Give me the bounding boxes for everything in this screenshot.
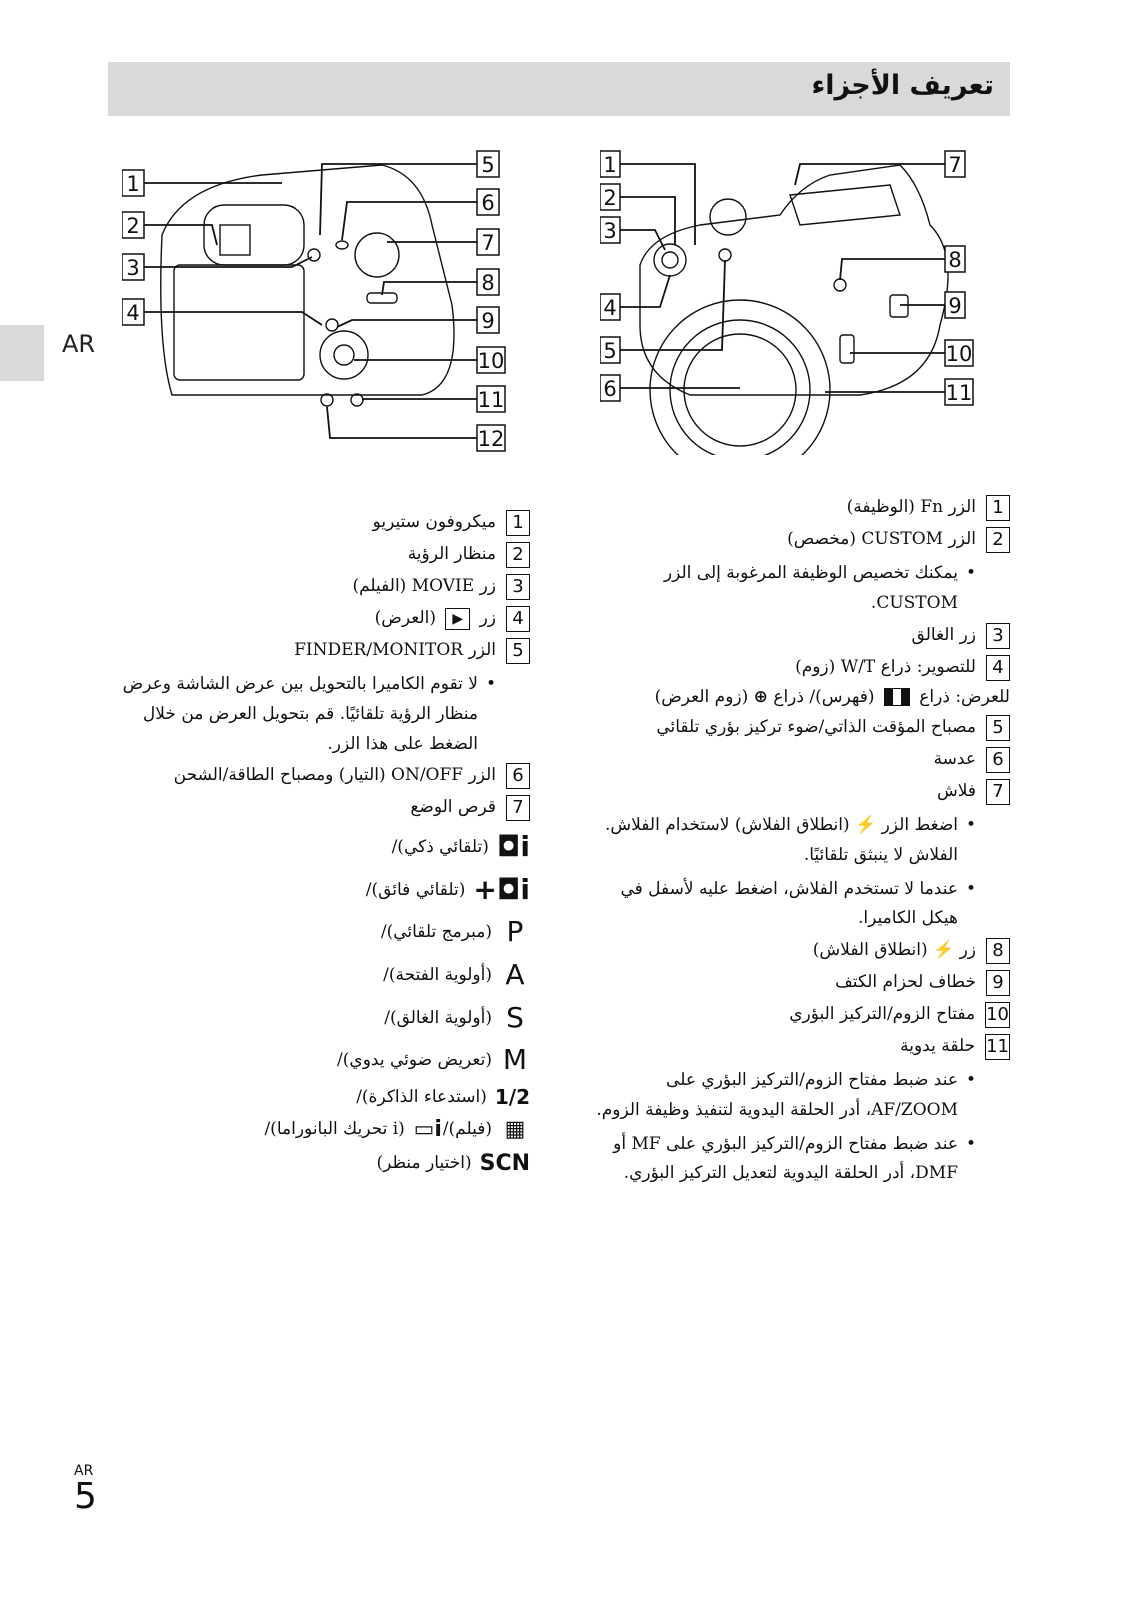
front-label-10	[945, 340, 973, 366]
list-item	[120, 763, 530, 789]
item-number: 11	[985, 1034, 1010, 1060]
mode-item: 1/2 (استدعاء الذاكرة)/	[120, 1083, 530, 1112]
svg-text:5: 5	[481, 153, 495, 177]
front-label-11	[945, 379, 973, 405]
camera-front-figure	[600, 145, 1000, 455]
mode-item: P (مبرمج تلقائي)/	[120, 912, 530, 953]
item-text: الزر FINDER/MONITOR	[294, 640, 496, 660]
item-text: حلقة يدوية	[900, 1036, 976, 1057]
item-text: مصباح المؤقت الذاتي/ضوء تركيز بؤري تلقائي	[656, 717, 976, 738]
item-number: 1	[506, 510, 530, 536]
bullet-note: • عند ضبط مفتاح الزوم/التركيز البؤري على AF/ZOOM، أدر الحلقة اليدوية لتنفيذ وظيفة الزوم.	[590, 1066, 976, 1126]
item-number: 3	[986, 623, 1010, 649]
zoom-lever-shooting: للتصوير: ذراع W/T (زوم)	[795, 656, 976, 677]
intelligent-auto-icon: i◘	[496, 830, 530, 864]
back-label-7	[477, 229, 499, 255]
svg-text:10: 10	[945, 342, 973, 366]
camera-back-figure	[122, 145, 522, 465]
front-label-7	[945, 151, 965, 177]
list-item	[590, 1034, 1010, 1060]
manual-exposure-icon: M	[502, 1043, 528, 1077]
bullet-note: • لا تقوم الكاميرا بالتحويل بين عرض الشاشة وعرض منظار الرؤية تلقائيًا. قم بتحويل العرض من خلال الضغط على هذا الزر.	[120, 670, 496, 759]
bullet-note: • عندما لا تستخدم الفلاش، اضغط عليه لأسفل في هيكل الكاميرا.	[590, 875, 976, 935]
bullet-note: • يمكنك تخصيص الوظيفة المرغوبة إلى الزر CUSTOM.	[590, 559, 976, 619]
bullet-note: • عند ضبط مفتاح الزوم/التركيز البؤري على MF أو DMF، أدر الحلقة اليدوية لتعديل التركيز البؤري.	[590, 1130, 976, 1190]
svg-text:8: 8	[948, 248, 962, 272]
svg-text:2: 2	[126, 214, 140, 238]
footer-language: AR	[74, 1463, 94, 1479]
svg-text:7: 7	[948, 153, 962, 177]
front-label-8	[945, 246, 965, 272]
mode-dial-list	[120, 827, 530, 1179]
svg-text:7: 7	[481, 231, 495, 255]
list-item	[120, 510, 530, 536]
playback-icon: ▶	[445, 608, 470, 630]
front-label-2	[600, 184, 620, 210]
item-text: الزر CUSTOM (مخصص)	[787, 529, 976, 549]
item-number: 1	[986, 495, 1010, 521]
svg-text:2: 2	[603, 186, 617, 210]
list-item	[120, 574, 530, 600]
item-number: 9	[986, 970, 1010, 996]
item-text: الزر Fn (الوظيفة)	[846, 497, 976, 517]
list-item	[590, 623, 1010, 649]
mode-item: S (أولوية الغالق)/	[120, 998, 530, 1039]
back-label-4	[122, 299, 144, 325]
item-number: 10	[985, 1002, 1010, 1028]
item-text: زر الغالق	[911, 624, 976, 645]
front-label-3	[600, 217, 620, 243]
back-label-10	[477, 347, 505, 373]
item-number: 2	[506, 542, 530, 568]
panorama-icon: i▭	[413, 1116, 442, 1142]
zoom-lever-playback: للعرض: ذراع (فهرس)/ ذراع ⊕ (زوم العرض)	[654, 686, 1010, 707]
item-number: 5	[986, 715, 1010, 741]
back-label-5	[477, 151, 499, 177]
svg-text:5: 5	[603, 339, 617, 363]
item-number: 6	[506, 763, 530, 789]
front-label-1	[600, 151, 620, 177]
list-item	[120, 606, 530, 632]
back-label-12	[477, 425, 505, 451]
back-label-9	[477, 307, 499, 333]
item-text: مفتاح الزوم/التركيز البؤري	[789, 1004, 976, 1025]
item-number: 5	[506, 638, 530, 664]
item-number: 6	[986, 747, 1010, 773]
svg-text:1: 1	[126, 172, 140, 196]
svg-text:11: 11	[477, 388, 505, 412]
list-item	[590, 779, 1010, 805]
item-text: قرص الوضع	[410, 797, 496, 818]
item-text: زر ▶ (العرض)	[120, 606, 496, 631]
item-number: 2	[986, 527, 1010, 553]
language-tab	[0, 325, 44, 381]
camera-front-drawing	[640, 165, 948, 455]
svg-text:6: 6	[481, 191, 495, 215]
list-item	[590, 938, 1010, 964]
svg-text:10: 10	[477, 349, 505, 373]
memory-recall-icon: 1/2	[494, 1084, 530, 1109]
svg-text:9: 9	[481, 309, 495, 333]
back-label-2	[122, 212, 144, 238]
header-band	[108, 62, 1010, 116]
list-item	[590, 970, 1010, 996]
item-text: زر MOVIE (الفيلم)	[352, 576, 496, 596]
program-auto-icon: P	[506, 915, 524, 949]
svg-text:4: 4	[126, 301, 140, 325]
playback-zoom-icon: ⊕	[753, 686, 768, 707]
mode-item: A (أولوية الفتحة)/	[120, 955, 530, 996]
svg-text:3: 3	[126, 256, 140, 280]
svg-text:1: 1	[603, 153, 617, 177]
front-label-6	[600, 375, 620, 401]
front-label-4	[600, 294, 620, 320]
list-item	[590, 495, 1010, 521]
svg-text:11: 11	[945, 381, 973, 405]
item-number: 4	[986, 655, 1010, 681]
item-text: عدسة	[933, 749, 976, 770]
svg-text:3: 3	[603, 219, 617, 243]
list-item	[120, 542, 530, 568]
mode-item: i◘+ (تلقائي فائق)/	[120, 870, 530, 911]
item-number: 7	[506, 795, 530, 821]
item-text: الزر ON/OFF (التيار) ومصباح الطاقة/الشحن	[173, 765, 496, 786]
item-text: خطاف لحزام الكتف	[835, 972, 976, 993]
svg-text:9: 9	[948, 294, 962, 318]
back-label-8	[477, 269, 499, 295]
list-item	[120, 795, 530, 821]
mode-item: SCN (اختيار منظر)	[120, 1148, 530, 1180]
svg-text:8: 8	[481, 271, 495, 295]
item-text: ميكروفون ستيريو	[372, 512, 496, 532]
item-number: 8	[986, 938, 1010, 964]
list-item	[590, 1002, 1010, 1028]
list-item	[590, 655, 1010, 681]
scene-selection-icon: SCN	[479, 1150, 530, 1176]
front-label-9	[945, 292, 965, 318]
front-parts-list	[590, 495, 1010, 1193]
mode-item: M (تعريض ضوئي يدوي)/	[120, 1040, 530, 1081]
language-label: AR	[62, 330, 96, 358]
bullet-note: • اضغط الزر ⚡ (انطلاق الفلاش) لاستخدام الفلاش. الفلاش لا ينبثق تلقائيًا.	[590, 811, 976, 871]
back-parts-list	[120, 510, 530, 1182]
item-number: 3	[506, 574, 530, 600]
page-number: 5	[74, 1476, 97, 1517]
back-label-6	[477, 189, 499, 215]
page-title: تعريف الأجزاء	[811, 70, 994, 101]
list-item	[590, 747, 1010, 773]
svg-text:6: 6	[603, 377, 617, 401]
svg-text:4: 4	[603, 296, 617, 320]
item-number: 7	[986, 779, 1010, 805]
svg-text:12: 12	[477, 427, 505, 451]
aperture-priority-icon: A	[505, 958, 525, 992]
list-item	[590, 527, 1010, 553]
mode-item: i◘ (تلقائي ذكي)/	[120, 827, 530, 868]
front-label-5	[600, 337, 620, 363]
item-text: فلاش	[936, 781, 976, 802]
item-number: 4	[506, 606, 530, 632]
list-item	[120, 638, 530, 664]
item-text: زر ⚡ (انطلاق الفلاش)	[812, 940, 976, 961]
list-item	[590, 715, 1010, 741]
item-text: منظار الرؤية	[407, 544, 496, 564]
back-label-3	[122, 254, 144, 280]
mode-item: ▦ (فيلم)/ i▭ (i تحريك البانوراما)/	[120, 1114, 530, 1146]
superior-auto-icon: i◘+	[473, 872, 530, 906]
shutter-priority-icon: S	[506, 1000, 524, 1034]
index-icon	[884, 688, 910, 706]
movie-icon: ▦	[504, 1116, 526, 1142]
back-label-11	[477, 386, 505, 412]
item-text	[590, 655, 976, 680]
back-label-1	[122, 170, 144, 196]
